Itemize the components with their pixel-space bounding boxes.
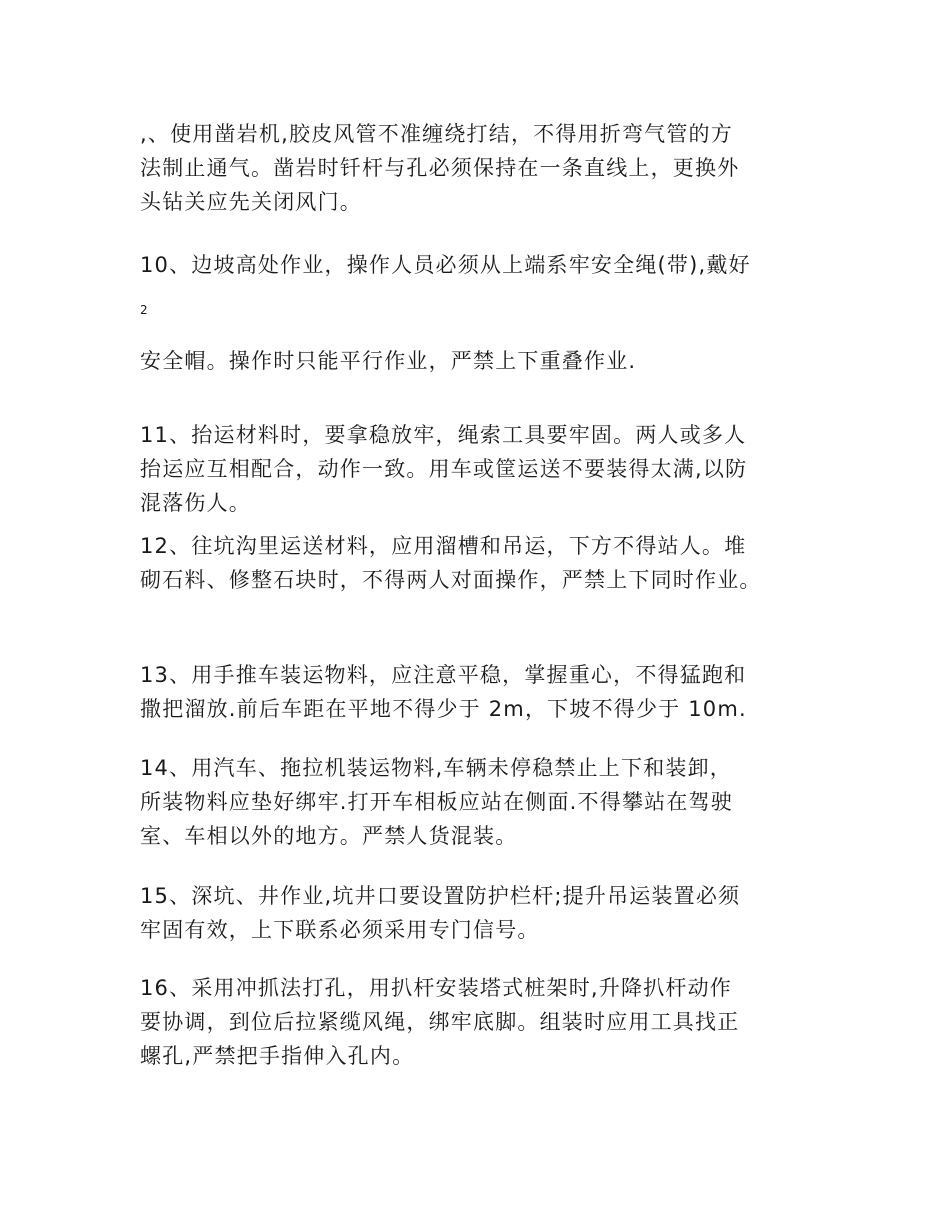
page-number: 2 xyxy=(140,303,148,317)
paragraph-15: 15、深坑、井作业,坑井口要设置防护栏杆;提升吊运装置必须 牢固有效，上下联系必须采用专门信号。 xyxy=(140,884,741,942)
paragraph-10-continued: 安全帽。操作时只能平行作业，严禁上下重叠作业. xyxy=(140,349,637,373)
paragraph-9: ,、使用凿岩机,胶皮风管不准缠绕打结，不得用折弯气管的方 法制止通气。凿岩时钎杆与孔必须保持在一条直线上，更换外 头钻关应先关闭风门。 xyxy=(140,122,740,214)
paragraph-16: 16、采用冲抓法打孔，用扒杆安装塔式桩架时,升降扒杆动作 要协调，到位后拉紧缆风绳，绑牢底脚。组装时应用工具找正 螺孔,严禁把手指伸入孔内。 xyxy=(140,976,740,1068)
paragraph-14: 14、用汽车、拖拉机装运物料,车辆未停稳禁止上下和装卸， 所装物料应垫好绑牢.打开车相板应站在侧面.不得攀站在驾驶 室、车相以外的地方。严禁人货混装。 xyxy=(140,756,733,848)
paragraph-12: 12、往坑沟里运送材料，应用溜槽和吊运，下方不得站人。堆 砌石料、修整石块时，不得两人对面操作，严禁上下同时作业。 xyxy=(140,534,762,592)
paragraph-13: 13、用手推车装运物料，应注意平稳，掌握重心，不得猛跑和 撒把溜放.前后车距在平地不得少于 2m，下坡不得少于 10m. xyxy=(140,663,747,721)
paragraph-11: 11、抬运材料时，要拿稳放牢，绳索工具要牢固。两人或多人 抬运应互相配合，动作一致。用车或筐运送不要装得太满,以防 混落伤人。 xyxy=(140,423,748,515)
paragraph-10: 10、边坡高处作业，操作人员必须从上端系牢安全绳(带),戴好 xyxy=(140,253,751,277)
